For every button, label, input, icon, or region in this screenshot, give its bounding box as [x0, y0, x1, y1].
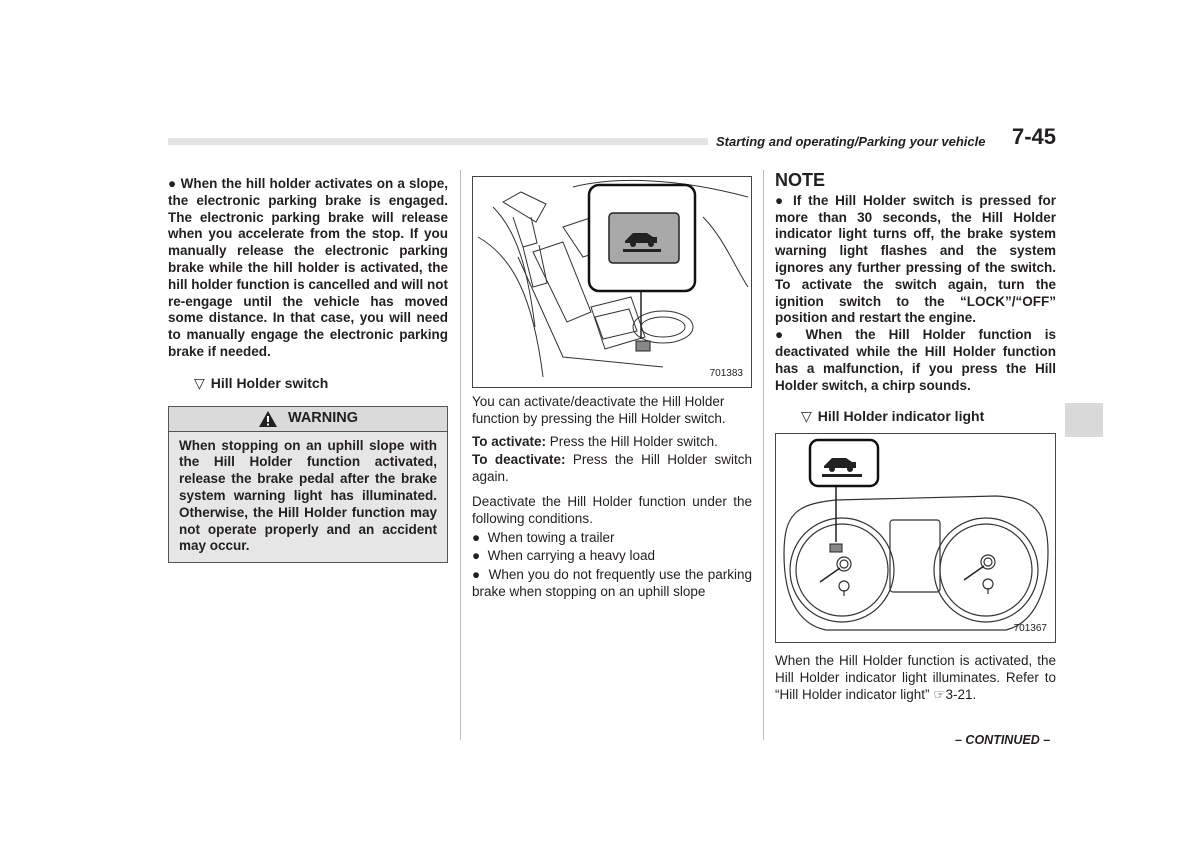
indicator-illustration [775, 433, 1056, 643]
continued-label: – CONTINUED – [955, 733, 1051, 747]
section-title: Starting and operating/Parking your vehicle [716, 134, 986, 149]
list-item: ● When you do not frequently use the parking brake when stopping on an uphill slope [472, 567, 752, 599]
reference-page[interactable]: 3-21. [945, 686, 977, 702]
chapter-tab [1065, 403, 1103, 437]
warning-header [169, 407, 447, 432]
subheading-text: Hill Holder switch [210, 374, 329, 391]
triangle-icon: ▽ [801, 408, 812, 425]
activate-label: To activate: [472, 433, 547, 449]
note-title: NOTE [775, 170, 826, 190]
list-item: ● When towing a trailer [472, 529, 615, 545]
activate-text: Press the Hill Holder switch. [549, 433, 718, 449]
warning-box [168, 406, 448, 564]
activate-line [472, 434, 752, 451]
console-drawing [473, 177, 752, 387]
figure-number: 701383 [709, 368, 743, 380]
intro-text: You can activate/deactivate the Hill Holder function by pressing the Hill Holder switch. [472, 394, 726, 426]
list-item: ● When carrying a heavy load [472, 548, 655, 564]
column-divider [460, 170, 461, 740]
deactivate-text: Press the Hill Holder switch again. [472, 452, 752, 485]
subheading-indicator-light [775, 408, 1056, 425]
subheading-hill-holder-switch [168, 375, 448, 392]
conditions-intro: Deactivate the Hill Holder function under the following conditions. [472, 493, 752, 526]
bullet-paragraph: ● When the hill holder activates on a slope, the electronic parking brake is engaged. The electronic parking brake will release when you accelerate from the stop. If you manually release the electronic parking brake while the hill holder is activated, the hill holder function is cancelled and will not re-engage until the vehicle has moved some distance. In that case, you will need to manually engage the electronic parking brake if needed. [168, 176, 448, 359]
note-item: ● When the Hill Holder function is deactivated while the Hill Holder function has a malfunction, if you press the Hill Holder switch, a chirp sounds. [775, 327, 1057, 393]
switch-illustration [472, 176, 752, 388]
bullet-text: When the hill holder activates on a slope, the electronic parking brake is engaged. The electronic parking brake will release when you accelerate from the stop. If you manually release the electronic parking brake while the hill holder is activated, the hill holder function is cancelled and will not re-engage until the vehicle has moved some distance. In that case, you will need to manually engage the electronic parking brake if needed. [168, 176, 448, 359]
deactivate-line [472, 452, 752, 486]
page-number: 7-45 [1012, 124, 1057, 149]
column-divider [763, 170, 764, 740]
reference-icon: ☞ [933, 686, 946, 702]
header-rule [168, 138, 708, 145]
instrument-cluster-drawing [776, 434, 1056, 642]
triangle-icon: ▽ [194, 374, 205, 391]
caption-text: When the Hill Holder function is activated, the Hill Holder indicator light illuminates. Refer to “Hill Holder indicator light” ☞3-21. [775, 653, 1056, 702]
warning-title: WARNING [287, 410, 359, 427]
warning-icon [258, 410, 278, 428]
note-item: ● If the Hill Holder switch is pressed for more than 30 seconds, the Hill Holder indicator light turns off, the brake system warning light flashes and the system ignores any further pressing of the switch. To activate the switch again, turn the ignition switch to the “LOCK”/“OFF” position and restart the engine. [775, 192, 1056, 326]
column-right [775, 172, 1056, 704]
column-middle [472, 176, 752, 601]
subheading-text: Hill Holder indicator light [817, 408, 985, 425]
warning-text: When stopping on an uphill slope with the Hill Holder function activated, release the brake pedal after the brake system warning light has illuminated. Otherwise, the Hill Holder function may not operate properly and an accident may occur. [169, 432, 447, 563]
figure-number: 701367 [1013, 623, 1047, 635]
deactivate-label: To deactivate: [472, 452, 566, 468]
column-left [168, 176, 448, 563]
